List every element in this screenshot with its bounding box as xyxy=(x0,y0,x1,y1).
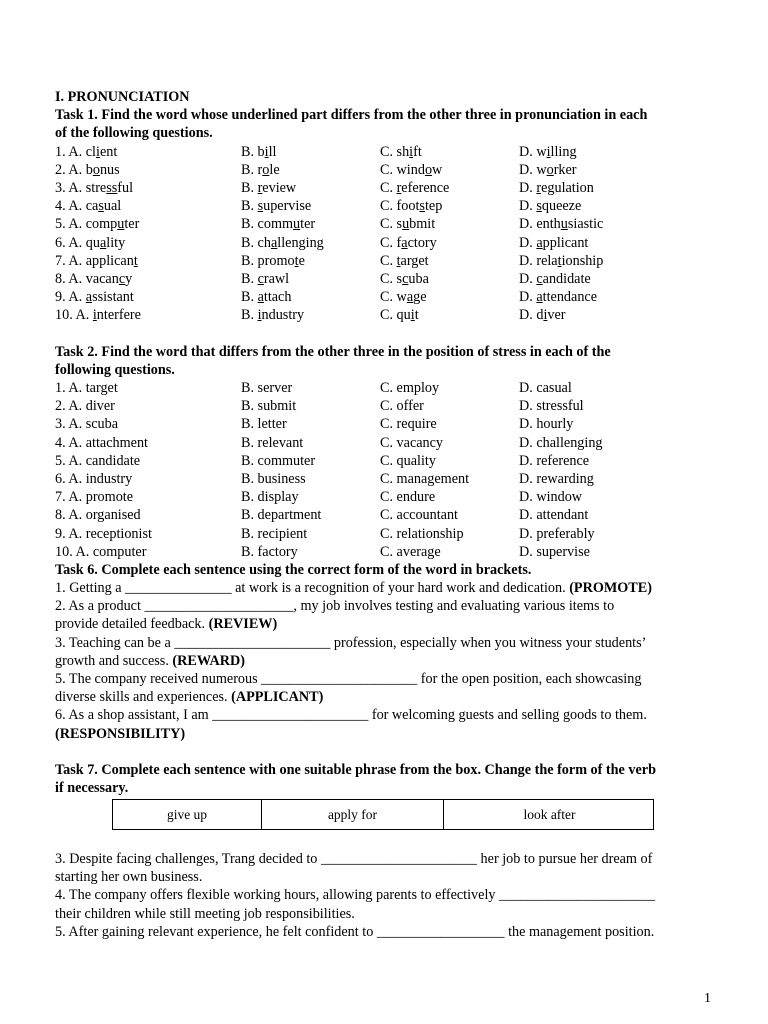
answer-option: D. diver xyxy=(519,307,566,324)
underlined-part: t xyxy=(294,252,299,269)
underlined-part: u xyxy=(402,216,410,233)
answer-option: 6. A. quality xyxy=(55,234,126,251)
underlined-part: o xyxy=(424,161,433,178)
answer-option: C. wage xyxy=(380,289,427,306)
task2-question-row xyxy=(55,397,715,415)
underlined-part: a xyxy=(257,289,264,306)
underlined-part: c xyxy=(257,270,264,287)
underlined-part: i xyxy=(264,143,269,160)
answer-option: C. require xyxy=(380,416,437,433)
answer-option: B. role xyxy=(241,161,280,178)
answer-option: 3. A. stressful xyxy=(55,179,134,196)
answer-option: B. recipient xyxy=(241,525,308,542)
underlined-part: a xyxy=(401,234,408,251)
answer-option: B. challenging xyxy=(241,234,324,251)
underlined-part: r xyxy=(396,179,402,196)
answer-option: D. candidate xyxy=(519,270,591,287)
underlined-part: t xyxy=(133,252,138,269)
answer-option: 7. A. promote xyxy=(55,489,134,506)
answer-option: B. industry xyxy=(241,307,305,324)
task1-question-row xyxy=(55,252,715,270)
answer-option: B. relevant xyxy=(241,434,304,451)
task1-question-row xyxy=(55,143,715,161)
task1-question-row xyxy=(55,179,715,197)
answer-option: C. footstep xyxy=(380,198,443,215)
answer-option: 1. A. client xyxy=(55,143,118,160)
answer-option: B. submit xyxy=(241,398,297,415)
task6-question-3-line2: growth and success. (REWARD) xyxy=(55,652,245,669)
answer-option: B. business xyxy=(241,470,306,487)
task7-question-4-line2: their children while still meeting job responsibilities. xyxy=(55,905,355,922)
answer-option: C. scuba xyxy=(380,270,429,287)
page-number: 1 xyxy=(704,991,711,1006)
answer-option: C. accountant xyxy=(380,507,459,524)
task7-question-3-line1: 3. Despite facing challenges, Trang decided to ______________________ her job to pursue her dream of xyxy=(55,851,653,867)
answer-option: C. window xyxy=(380,161,443,178)
task6-question-5-line1: 5. The company received numerous ______________________ for the open position, each showcasing xyxy=(55,671,642,687)
underlined-part: i xyxy=(95,143,100,160)
task7-questions xyxy=(55,850,715,941)
answer-option: C. relationship xyxy=(380,525,464,542)
task1-question-row xyxy=(55,234,715,252)
answer-option: 6. A. industry xyxy=(55,470,133,487)
phrase-box-item: give up xyxy=(113,800,262,829)
task2-title-line2: following questions. xyxy=(55,361,175,378)
answer-option: D. attendant xyxy=(519,507,589,524)
answer-option: B. crawl xyxy=(241,270,290,287)
task6-question-2-line1: 2. As a product _____________________, my job involves testing and evaluating various items to xyxy=(55,598,615,615)
answer-option: B. department xyxy=(241,507,322,524)
answer-option: 10. A. computer xyxy=(55,543,147,560)
underlined-part: i xyxy=(257,307,262,324)
answer-option: C. quality xyxy=(380,452,436,469)
answer-option: C. offer xyxy=(380,398,424,415)
answer-option: D. worker xyxy=(519,161,577,178)
task2-title-line1: Task 2. Find the word that differs from the other three in the position of stress in each of the xyxy=(55,343,611,360)
underlined-part: i xyxy=(92,307,97,324)
underlined-part: o xyxy=(92,161,100,178)
task6-question-6-line1: 6. As a shop assistant, I am ______________________ for welcoming guests and selling goods to them. xyxy=(55,707,647,724)
answer-option: D. challenging xyxy=(519,434,603,451)
answer-option: D. regulation xyxy=(519,179,594,196)
answer-option: C. target xyxy=(380,252,429,269)
task7-title-line1: Task 7. Complete each sentence with one suitable phrase from the box. Change the form of the verb xyxy=(55,761,656,778)
underlined-part: r xyxy=(257,179,263,196)
answer-option: 2. A. diver xyxy=(55,398,115,415)
answer-option: 3. A. scuba xyxy=(55,416,119,433)
answer-option: B. commuter xyxy=(241,216,316,233)
task2-question-row xyxy=(55,506,715,524)
answer-option: C. quit xyxy=(380,307,419,324)
answer-option: C. factory xyxy=(380,234,437,251)
answer-option: 1. A. target xyxy=(55,380,118,396)
answer-option: D. squeeze xyxy=(519,198,582,215)
answer-option: 8. A. organised xyxy=(55,507,141,524)
underlined-part: a xyxy=(270,234,278,251)
answer-option: D. relationship xyxy=(519,252,604,269)
answer-option: B. review xyxy=(241,179,297,196)
underlined-part: s xyxy=(419,198,425,215)
task1-question-row xyxy=(55,161,715,179)
underlined-part: t xyxy=(557,252,562,269)
answer-option: B. attach xyxy=(241,289,292,306)
answer-option: 5. A. computer xyxy=(55,216,140,233)
answer-option: D. stressful xyxy=(519,398,584,415)
task2-question-list xyxy=(55,379,715,561)
answer-option: C. average xyxy=(380,543,441,560)
answer-option: 9. A. assistant xyxy=(55,289,134,306)
task6-title: Task 6. Complete each sentence using the correct form of the word in brackets. xyxy=(55,561,532,578)
answer-option: B. display xyxy=(241,489,299,506)
answer-option: C. management xyxy=(380,470,470,487)
answer-option: D. rewarding xyxy=(519,470,594,487)
answer-option: B. bill xyxy=(241,143,277,160)
answer-option: C. employ xyxy=(380,380,440,396)
answer-option: 10. A. interfere xyxy=(55,307,141,324)
task1-question-row xyxy=(55,288,715,306)
answer-option: B. promote xyxy=(241,252,305,269)
answer-option: C. endure xyxy=(380,489,436,506)
answer-option: B. supervise xyxy=(241,198,312,215)
answer-option: 5. A. candidate xyxy=(55,452,141,469)
phrase-box xyxy=(112,799,654,830)
answer-option: 9. A. receptionist xyxy=(55,525,152,542)
underlined-part: t xyxy=(396,252,401,269)
task2-question-row xyxy=(55,379,715,397)
answer-option: D. applicant xyxy=(519,234,589,251)
answer-option: D. reference xyxy=(519,452,590,469)
underlined-part: ss xyxy=(106,179,118,196)
task2-question-row xyxy=(55,415,715,433)
underlined-part: a xyxy=(536,234,543,251)
task2-question-row xyxy=(55,488,715,506)
phrase-box-item: apply for xyxy=(262,800,444,829)
underlined-part: s xyxy=(257,198,264,215)
underlined-part: i xyxy=(409,143,414,160)
task6-question-2-line2: provide detailed feedback. (REVIEW) xyxy=(55,616,278,633)
task2-question-row xyxy=(55,434,715,452)
underlined-part: c xyxy=(402,270,409,287)
task1-question-row xyxy=(55,270,715,288)
answer-option: D. supervise xyxy=(519,543,590,560)
answer-option: C. shift xyxy=(380,143,422,160)
underlined-part: a xyxy=(536,289,543,306)
task7-question-4-line1: 4. The company offers flexible working hours, allowing parents to effectively ______________________ xyxy=(55,887,656,904)
answer-option: C. submit xyxy=(380,216,436,233)
task1-question-row xyxy=(55,215,715,233)
underlined-part: c xyxy=(118,270,126,287)
task2-question-row xyxy=(55,470,715,488)
answer-option: 8. A. vacancy xyxy=(55,270,133,287)
task1-title-line2: of the following questions. xyxy=(55,125,213,142)
task1-question-row xyxy=(55,197,715,215)
worksheet-page xyxy=(55,88,715,797)
answer-option: D. attendance xyxy=(519,289,598,306)
underlined-part: o xyxy=(262,161,270,178)
underlined-part: a xyxy=(406,289,414,306)
underlined-part: i xyxy=(546,143,551,160)
task7-question-5-line1: 5. After gaining relevant experience, he felt confident to __________________ the management position. xyxy=(55,923,655,940)
answer-option: 4. A. attachment xyxy=(55,434,148,451)
answer-option: 4. A. casual xyxy=(55,198,122,215)
task1-question-list xyxy=(55,143,715,325)
underlined-part: r xyxy=(536,179,542,196)
underlined-part: u xyxy=(560,216,568,233)
task1-question-row xyxy=(55,306,715,324)
underlined-part: a xyxy=(99,234,107,251)
task2-question-row xyxy=(55,543,715,561)
answer-option: D. window xyxy=(519,489,583,506)
underlined-part: u xyxy=(117,216,125,233)
answer-option: B. factory xyxy=(241,543,298,560)
task6-question-5-line2: diverse skills and experiences. (APPLICANT) xyxy=(55,689,324,706)
underlined-part: i xyxy=(543,307,548,324)
answer-option: C. reference xyxy=(380,179,450,196)
underlined-part: c xyxy=(536,270,543,287)
answer-option: C. vacancy xyxy=(380,434,444,451)
underlined-part: u xyxy=(293,216,301,233)
answer-option: B. letter xyxy=(241,416,287,433)
task2-question-row xyxy=(55,452,715,470)
underlined-part: i xyxy=(410,307,415,324)
answer-option: D. preferably xyxy=(519,525,595,542)
answer-option: D. willing xyxy=(519,143,577,160)
underlined-part: s xyxy=(536,198,542,215)
underlined-part: o xyxy=(546,161,554,178)
underlined-part: s xyxy=(98,198,104,215)
task1-title-line1: Task 1. Find the word whose underlined part differs from the other three in pronunciation in each xyxy=(55,107,648,124)
task6-question-3-line1: 3. Teaching can be a ______________________ profession, especially when you witness your students’ xyxy=(55,634,647,651)
answer-option: 2. A. bonus xyxy=(55,161,120,178)
answer-option: D. enthusiastic xyxy=(519,216,604,233)
answer-option: D. casual xyxy=(519,380,572,396)
underlined-part: a xyxy=(85,289,93,306)
phrase-box-item: look after xyxy=(523,806,576,822)
task7-title-line2: if necessary. xyxy=(55,780,129,797)
section-title: I. PRONUNCIATION xyxy=(55,89,190,105)
task6-question-6-key: (RESPONSIBILITY) xyxy=(55,725,186,742)
answer-option: D. hourly xyxy=(519,416,574,433)
task2-question-row xyxy=(55,525,715,543)
answer-option: B. server xyxy=(241,380,293,396)
task6-question-1: 1. Getting a _______________ at work is a recognition of your hard work and dedication. (PROMOTE) xyxy=(55,580,652,597)
answer-option: 7. A. applicant xyxy=(55,252,138,269)
answer-option: B. commuter xyxy=(241,452,316,469)
task7-question-3-line2: starting her own business. xyxy=(55,869,203,886)
